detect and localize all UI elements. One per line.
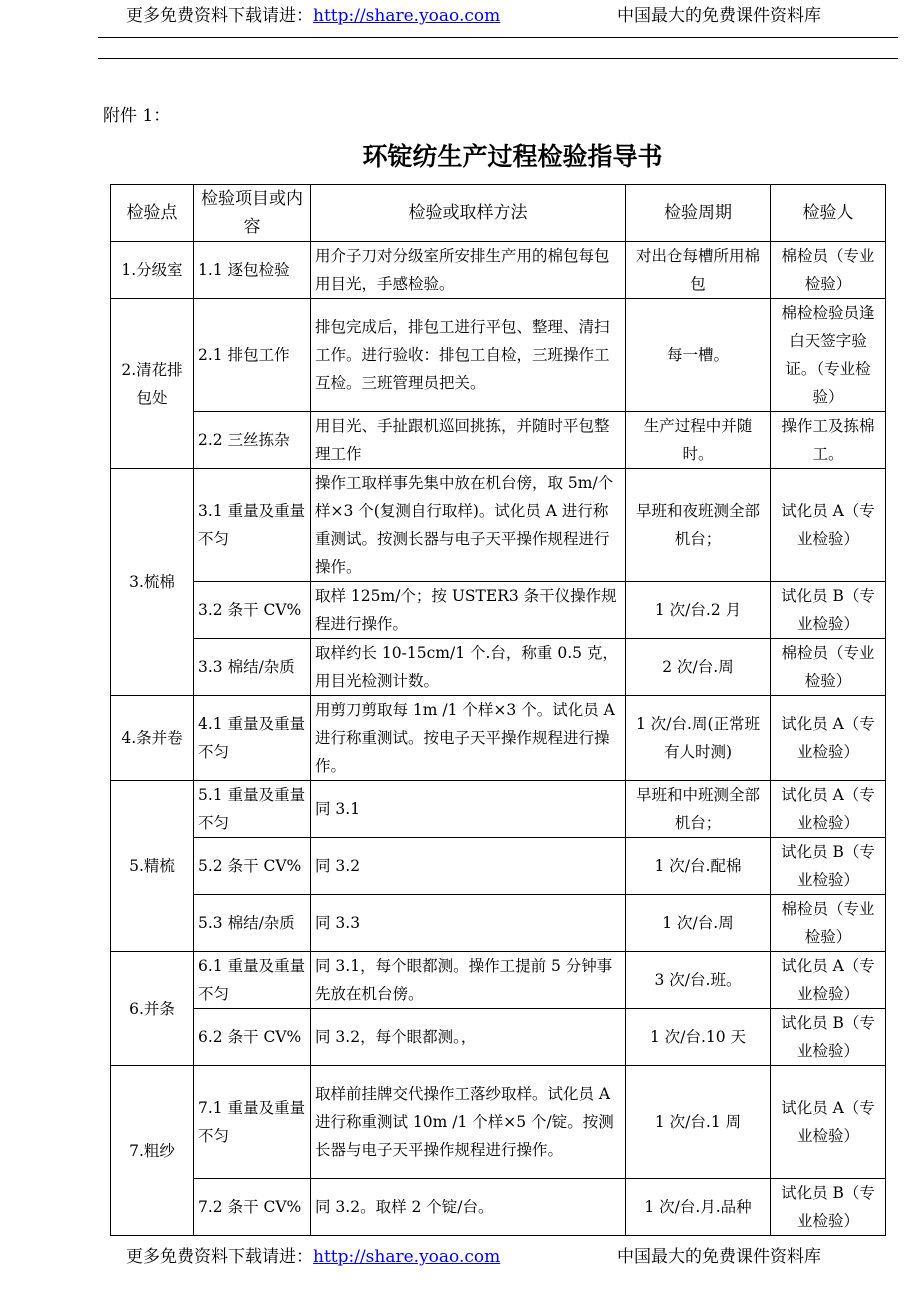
header-text: 更多免费资料下载请进：http://share.yoao.com (126, 6, 501, 26)
page-header (0, 1, 920, 31)
period-cell: 早班和中班测全部机台； (626, 781, 771, 838)
table-row (111, 469, 886, 582)
table-row (111, 412, 886, 469)
period-cell: 1 次/台.10 天 (626, 1009, 771, 1066)
inspector-cell: 试化员 B（专业检验） (771, 838, 886, 895)
header-rule-2 (98, 58, 898, 59)
item-cell: 5.2 条干 CV% (194, 838, 311, 895)
table-row (111, 1066, 886, 1179)
item-cell: 3.1 重量及重量不匀 (194, 469, 311, 582)
table-row (111, 952, 886, 1009)
footer-link[interactable]: http://share.yoao.com (313, 1247, 501, 1267)
period-cell: 2 次/台.周 (626, 639, 771, 696)
table-header-row (111, 185, 886, 242)
item-cell: 7.1 重量及重量不匀 (194, 1066, 311, 1179)
method-cell: 取样约长 10-15cm/1 个.台，称重 0.5 克，用目光检测计数。 (311, 639, 626, 696)
period-cell: 1 次/台.配棉 (626, 838, 771, 895)
method-cell: 同 3.3 (311, 895, 626, 952)
item-cell: 3.3 棉结/杂质 (194, 639, 311, 696)
header-cell: 检验人 (771, 185, 886, 242)
point-cell: 3.梳棉 (111, 469, 194, 696)
item-cell: 7.2 条干 CV% (194, 1179, 311, 1236)
header-tagline: 中国最大的免费课件资料库 (617, 6, 821, 26)
point-cell: 2.清花排包处 (111, 299, 194, 469)
method-cell: 同 3.1 (311, 781, 626, 838)
period-cell: 生产过程中并随时。 (626, 412, 771, 469)
table-row (111, 838, 886, 895)
table-row (111, 696, 886, 781)
method-cell: 同 3.1，每个眼都测。操作工提前 5 分钟事先放在机台傍。 (311, 952, 626, 1009)
method-cell: 同 3.2 (311, 838, 626, 895)
point-cell: 7.粗纱 (111, 1066, 194, 1236)
method-cell: 用剪刀剪取每 1m /1 个样×3 个。试化员 A 进行称重测试。按电子天平操作规程进行操作。 (311, 696, 626, 781)
table-row (111, 1009, 886, 1066)
period-cell: 早班和夜班测全部机台； (626, 469, 771, 582)
item-cell: 1.1 逐包检验 (194, 242, 311, 299)
item-cell: 2.1 排包工作 (194, 299, 311, 412)
header-cell: 检验周期 (626, 185, 771, 242)
method-cell: 操作工取样事先集中放在机台傍，取 5m/个样×3 个(复测自行取样)。试化员 A 进行称重测试。按测长器与电子天平操作规程进行操作。 (311, 469, 626, 582)
page-footer (0, 1242, 920, 1272)
period-cell: 3 次/台.班。 (626, 952, 771, 1009)
point-cell: 6.并条 (111, 952, 194, 1066)
item-cell: 6.2 条干 CV% (194, 1009, 311, 1066)
point-cell: 1.分级室 (111, 242, 194, 299)
inspector-cell: 棉检检验员逢白天签字验证。（专业检验） (771, 299, 886, 412)
table-row (111, 781, 886, 838)
table-row (111, 1179, 886, 1236)
method-cell: 取样 125m/个；按 USTER3 条干仪操作规程进行操作。 (311, 582, 626, 639)
attachment-label: 附件 1： (103, 106, 171, 126)
period-cell: 对出仓每槽所用棉包 (626, 242, 771, 299)
doc-title: 环锭纺生产过程检验指导书 (362, 142, 663, 171)
point-cell: 4.条并卷 (111, 696, 194, 781)
method-cell: 同 3.2。取样 2 个锭/台。 (311, 1179, 626, 1236)
method-cell: 同 3.2，每个眼都测。， (311, 1009, 626, 1066)
inspector-cell: 棉检员（专业检验） (771, 895, 886, 952)
period-cell: 1 次/台.2 月 (626, 582, 771, 639)
inspector-cell: 试化员 A（专业检验） (771, 781, 886, 838)
method-cell: 用介子刀对分级室所安排生产用的棉包每包用目光，手感检验。 (311, 242, 626, 299)
inspector-cell: 试化员 A（专业检验） (771, 469, 886, 582)
method-cell: 排包完成后，排包工进行平包、整理、清扫工作。进行验收：排包工自检，三班操作工互检。三班管理员把关。 (311, 299, 626, 412)
item-cell: 5.1 重量及重量不匀 (194, 781, 311, 838)
inspector-cell: 棉检员（专业检验） (771, 242, 886, 299)
period-cell: 每一槽。 (626, 299, 771, 412)
header-cell: 检验项目或内容 (194, 185, 311, 242)
inspector-cell: 试化员 A（专业检验） (771, 952, 886, 1009)
table-row (111, 895, 886, 952)
header-link[interactable]: http://share.yoao.com (313, 6, 501, 26)
table-row (111, 639, 886, 696)
inspector-cell: 操作工及拣棉工。 (771, 412, 886, 469)
inspector-cell: 试化员 B（专业检验） (771, 582, 886, 639)
inspector-cell: 试化员 A（专业检验） (771, 1066, 886, 1179)
period-cell: 1 次/台.周(正常班有人时测) (626, 696, 771, 781)
header-cell: 检验点 (111, 185, 194, 242)
table-row (111, 582, 886, 639)
inspector-cell: 棉检员（专业检验） (771, 639, 886, 696)
header-rule (98, 37, 898, 38)
header-cell: 检验或取样方法 (311, 185, 626, 242)
method-cell: 取样前挂牌交代操作工落纱取样。试化员 A 进行称重测试 10m /1 个样×5 个/锭。按测长器与电子天平操作规程进行操作。 (311, 1066, 626, 1179)
period-cell: 1 次/台.1 周 (626, 1066, 771, 1179)
footer-text: 更多免费资料下载请进：http://share.yoao.com (126, 1247, 501, 1267)
inspection-table (110, 184, 886, 1236)
inspector-cell: 试化员 A（专业检验） (771, 696, 886, 781)
footer-tagline: 中国最大的免费课件资料库 (617, 1247, 821, 1267)
item-cell: 2.2 三丝拣杂 (194, 412, 311, 469)
item-cell: 3.2 条干 CV% (194, 582, 311, 639)
method-cell: 用目光、手扯跟机巡回挑拣，并随时平包整理工作 (311, 412, 626, 469)
inspector-cell: 试化员 B（专业检验） (771, 1179, 886, 1236)
table-row (111, 242, 886, 299)
table-row (111, 299, 886, 412)
period-cell: 1 次/台.月.品种 (626, 1179, 771, 1236)
period-cell: 1 次/台.周 (626, 895, 771, 952)
inspector-cell: 试化员 B（专业检验） (771, 1009, 886, 1066)
item-cell: 6.1 重量及重量不匀 (194, 952, 311, 1009)
item-cell: 5.3 棉结/杂质 (194, 895, 311, 952)
item-cell: 4.1 重量及重量不匀 (194, 696, 311, 781)
point-cell: 5.精梳 (111, 781, 194, 952)
